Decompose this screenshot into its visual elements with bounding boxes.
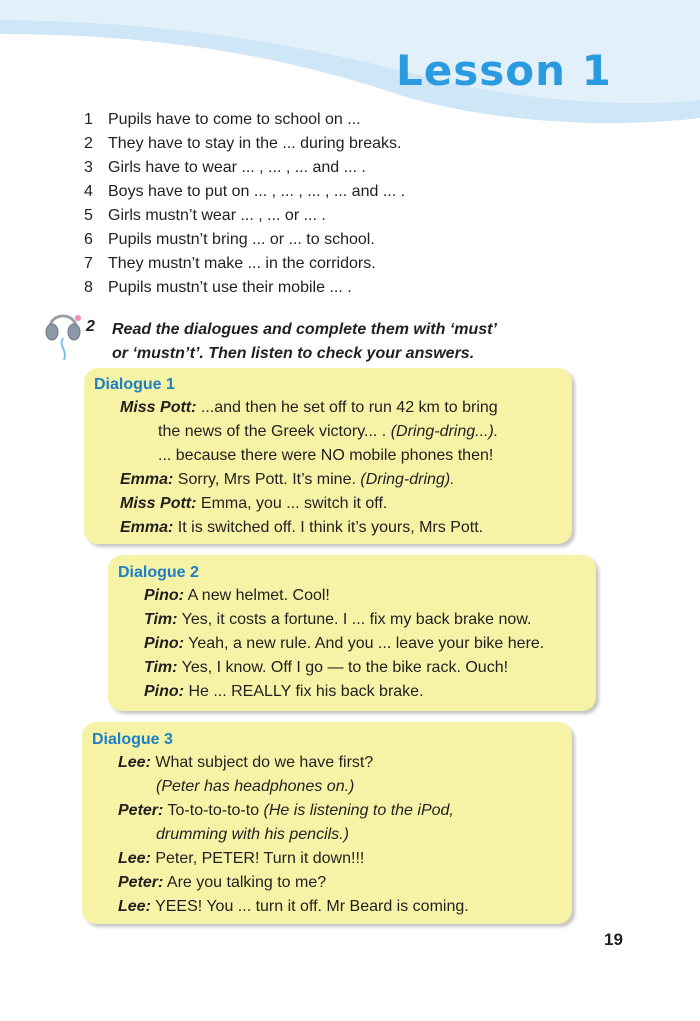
dialogue-line: Pino: A new helmet. Cool!: [144, 587, 330, 604]
dialogue-line: Miss Pott: ...and then he set off to run 42 km to bring: [120, 399, 498, 416]
list-item: 3 Girls have to wear ... , ... , ... and ... .: [84, 159, 366, 176]
page-number: 19: [604, 930, 623, 949]
list-item: 5 Girls mustn’t wear ... , ... or ... .: [84, 207, 326, 224]
dialogue-line: Pino: Yeah, a new rule. And you ... leave your bike here.: [144, 635, 545, 652]
dialogue-line: Miss Pott: Emma, you ... switch it off.: [120, 495, 388, 512]
dialogue-line: Lee: What subject do we have first?: [118, 754, 374, 771]
dialogue-1-title: Dialogue 1: [94, 376, 175, 393]
list-item: 4 Boys have to put on ... , ... , ... , ... and ... .: [84, 183, 406, 200]
dialogue-line: Pino: He ... REALLY fix his back brake.: [144, 683, 424, 700]
list-item: 2 They have to stay in the ... during breaks.: [84, 135, 402, 152]
exercise-number: 2: [86, 318, 95, 335]
dialogue-line: Emma: It is switched off. I think it’s yours, Mrs Pott.: [120, 519, 484, 536]
dialogue-line: (Peter has headphones on.): [156, 778, 355, 795]
dialogue-2-title: Dialogue 2: [118, 564, 199, 581]
headphones-icon: [44, 302, 84, 364]
list-item: 7 They mustn’t make ... in the corridors.: [84, 255, 376, 272]
exercise-instruction: Read the dialogues and complete them with ‘must’ or ‘mustn’t’. Then listen to check your answers.: [112, 321, 497, 362]
dialogue-line: drumming with his pencils.): [156, 826, 349, 843]
numbered-list: [84, 108, 405, 300]
dialogue-line: Emma: Sorry, Mrs Pott. It’s mine. (Dring-dring).: [120, 471, 455, 488]
dialogue-line: Tim: Yes, it costs a fortune. I ... fix my back brake now.: [144, 611, 532, 628]
dialogue-line: Peter: To-to-to-to-to (He is listening to the iPod,: [118, 802, 454, 819]
dialogue-line: Lee: YEES! You ... turn it off. Mr Beard is coming.: [118, 898, 469, 915]
dialogue-line: ... because there were NO mobile phones then!: [158, 447, 494, 464]
list-item: 6 Pupils mustn’t bring ... or ... to school.: [84, 231, 375, 248]
list-item: 1 Pupils have to come to school on ...: [84, 111, 361, 128]
list-item: 8 Pupils mustn’t use their mobile ... .: [84, 279, 352, 296]
dialogue-line: Lee: Peter, PETER! Turn it down!!!: [118, 850, 365, 867]
dialogue-line: Tim: Yes, I know. Off I go — to the bike rack. Ouch!: [144, 659, 509, 676]
page-title: Lesson 1: [396, 46, 612, 95]
dialogue-3-title: Dialogue 3: [92, 731, 173, 748]
dialogue-line: Peter: Are you talking to me?: [118, 874, 327, 891]
dialogue-line: the news of the Greek victory... . (Dring-dring...).: [158, 423, 499, 440]
